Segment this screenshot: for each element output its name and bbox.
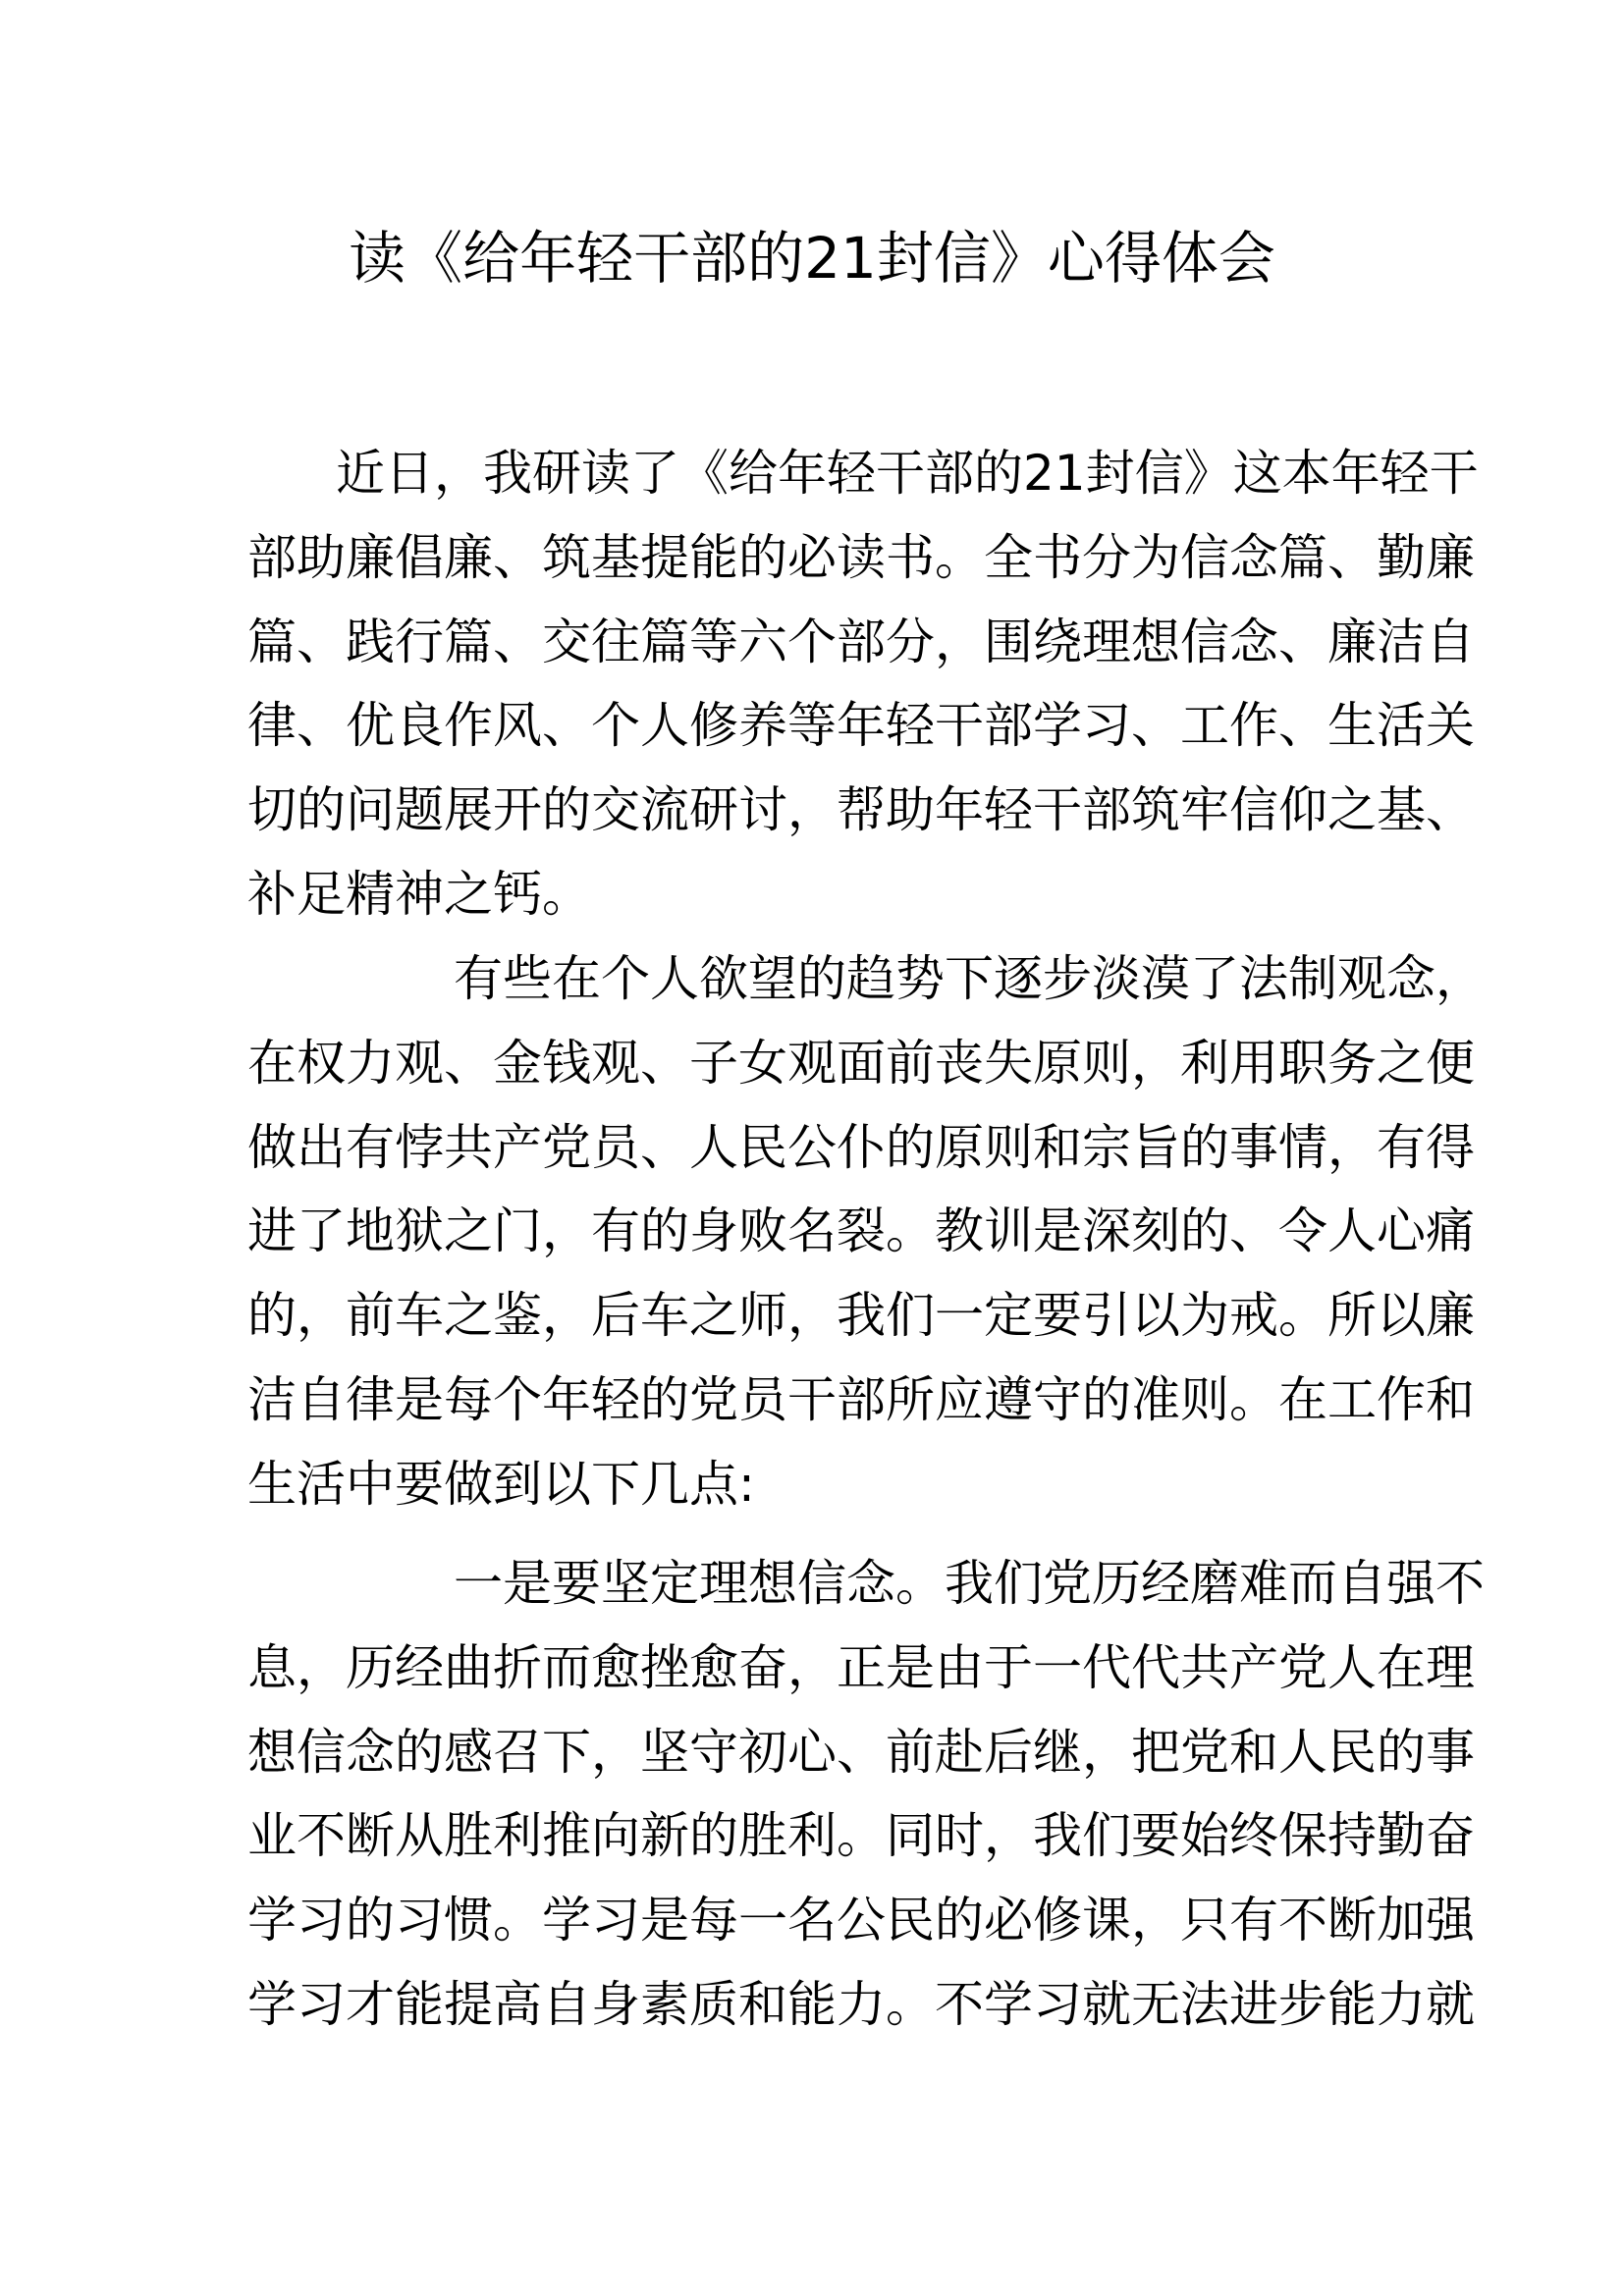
text-line: 有些在个人欲望的趋势下逐步淡漠了法制观念， [454,950,1485,1007]
text-line: 洁自律是每个年轻的党员干部所应遵守的准则。在工作和 [247,1370,1475,1428]
text-line: 息，历经曲折而愈挫愈奋，正是由于一代代共产党人在理 [247,1638,1475,1696]
text-line: 律、优良作风、个人修养等年轻干部学习、工作、生活关 [247,697,1475,755]
text-line: 学习才能提高自身素质和能力。不学习就无法进步能力就 [247,1975,1475,2033]
text-line: 篇、践行篇、交往篇等六个部分，围绕理想信念、廉洁自 [247,613,1475,670]
text-line: 业不断从胜利推向新的胜利。同时，我们要始终保持勤奋 [247,1807,1475,1865]
text-line: 的，前车之鉴，后车之师，我们一定要引以为戒。所以廉 [247,1287,1475,1345]
text-line: 学习的习惯。学习是每一名公民的必修课，只有不断加强 [247,1892,1475,1949]
document-title: 读《给年轻干部的21封信》心得体会 [349,225,1275,292]
text-line: 部助廉倡廉、筑基提能的必读书。全书分为信念篇、勤廉 [247,528,1475,586]
text-line: 做出有悖共产党员、人民公仆的原则和宗旨的事情，有得 [247,1118,1475,1176]
text-line: 进了地狱之门，有的身败名裂。教训是深刻的、令人心痛 [247,1202,1475,1260]
paragraph-point-one [247,1542,1485,2048]
text-line: 切的问题展开的交流研讨，帮助年轻干部筑牢信仰之基、 [247,781,1475,839]
text-line: 近日，我研读了《给年轻干部的21封信》这本年轻干 [336,445,1479,502]
text-line: 生活中要做到以下几点: [247,1455,755,1513]
paragraph-lessons [247,937,1485,1527]
text-line: 一是要坚定理想信念。我们党历经磨难而自强不 [454,1555,1485,1612]
text-line: 想信念的感召下，坚守初心、前赴后继，把党和人民的事 [247,1723,1475,1781]
text-line: 补足精神之钙。 [247,865,591,923]
text-line: 在权力观、金钱观、子女观面前丧失原则，利用职务之便 [247,1034,1475,1092]
paragraph-intro [247,432,1479,937]
